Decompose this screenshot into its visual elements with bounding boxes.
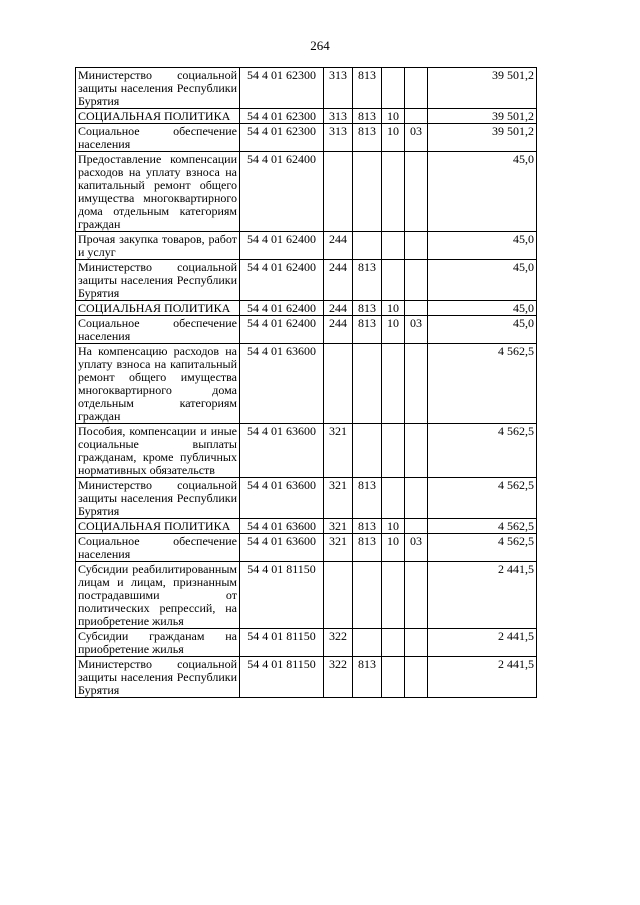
row-sum-cell: 2 441,5 xyxy=(428,657,537,698)
row-expense-type-cell: 313 xyxy=(324,109,353,124)
row-section-cell: 10 xyxy=(382,519,405,534)
table-row xyxy=(76,232,537,260)
row-name-cell: Министерство социальной защиты населения Республики Бурятия xyxy=(76,657,240,698)
row-sum-cell: 4 562,5 xyxy=(428,424,537,478)
row-section-cell: 10 xyxy=(382,301,405,316)
row-subsection-cell xyxy=(405,68,428,109)
row-name-cell: Пособия, компенсации и иные социальные выплаты гражданам, кроме публичных нормативных обязательств xyxy=(76,424,240,478)
row-ministry-code-cell: 813 xyxy=(353,478,382,519)
row-sum-cell: 4 562,5 xyxy=(428,344,537,424)
row-code-cell: 54 4 01 62400 xyxy=(240,152,324,232)
row-ministry-code-cell: 813 xyxy=(353,124,382,152)
row-sum-cell: 4 562,5 xyxy=(428,519,537,534)
row-subsection-cell xyxy=(405,478,428,519)
row-ministry-code-cell: 813 xyxy=(353,68,382,109)
row-section-cell xyxy=(382,562,405,629)
row-section-cell xyxy=(382,657,405,698)
table-row xyxy=(76,68,537,109)
table-row xyxy=(76,152,537,232)
row-code-cell: 54 4 01 63600 xyxy=(240,534,324,562)
row-code-cell: 54 4 01 81150 xyxy=(240,657,324,698)
row-code-cell: 54 4 01 62300 xyxy=(240,124,324,152)
row-section-cell: 10 xyxy=(382,534,405,562)
row-name-cell: Министерство социальной защиты населения Республики Бурятия xyxy=(76,260,240,301)
row-code-cell: 54 4 01 62400 xyxy=(240,301,324,316)
row-section-cell: 10 xyxy=(382,109,405,124)
table-row xyxy=(76,478,537,519)
row-subsection-cell xyxy=(405,562,428,629)
row-code-cell: 54 4 01 62300 xyxy=(240,109,324,124)
row-expense-type-cell: 313 xyxy=(324,124,353,152)
row-name-cell: Социальное обеспечение населения xyxy=(76,534,240,562)
row-ministry-code-cell xyxy=(353,562,382,629)
row-sum-cell: 39 501,2 xyxy=(428,124,537,152)
page-number: 264 xyxy=(310,38,330,53)
table-row xyxy=(76,657,537,698)
row-ministry-code-cell xyxy=(353,152,382,232)
table-row xyxy=(76,260,537,301)
row-ministry-code-cell xyxy=(353,232,382,260)
row-sum-cell: 2 441,5 xyxy=(428,629,537,657)
table-row xyxy=(76,109,537,124)
row-ministry-code-cell xyxy=(353,629,382,657)
row-subsection-cell: 03 xyxy=(405,316,428,344)
row-name-cell: Министерство социальной защиты населения Республики Бурятия xyxy=(76,68,240,109)
row-sum-cell: 45,0 xyxy=(428,260,537,301)
row-sum-cell: 45,0 xyxy=(428,301,537,316)
row-expense-type-cell xyxy=(324,152,353,232)
row-name-cell: Социальное обеспечение населения xyxy=(76,316,240,344)
row-name-cell: СОЦИАЛЬНАЯ ПОЛИТИКА xyxy=(76,519,240,534)
table-row xyxy=(76,316,537,344)
row-code-cell: 54 4 01 62400 xyxy=(240,232,324,260)
row-section-cell xyxy=(382,424,405,478)
row-subsection-cell xyxy=(405,424,428,478)
row-expense-type-cell: 322 xyxy=(324,657,353,698)
row-section-cell: 10 xyxy=(382,316,405,344)
row-name-cell: На компенсацию расходов на уплату взноса на капитальный ремонт общего имущества многоквартирного дома отдельным категориям граждан xyxy=(76,344,240,424)
table-row xyxy=(76,124,537,152)
row-name-cell: Субсидии реабилитированным лицам и лицам, признанным пострадавшими от политических репрессий, на приобретение жилья xyxy=(76,562,240,629)
row-expense-type-cell: 244 xyxy=(324,260,353,301)
row-subsection-cell xyxy=(405,109,428,124)
row-ministry-code-cell: 813 xyxy=(353,519,382,534)
row-expense-type-cell: 244 xyxy=(324,301,353,316)
row-sum-cell: 4 562,5 xyxy=(428,534,537,562)
row-section-cell xyxy=(382,478,405,519)
row-subsection-cell: 03 xyxy=(405,534,428,562)
row-code-cell: 54 4 01 62400 xyxy=(240,316,324,344)
row-section-cell: 10 xyxy=(382,124,405,152)
row-expense-type-cell: 244 xyxy=(324,316,353,344)
row-section-cell xyxy=(382,232,405,260)
row-expense-type-cell: 321 xyxy=(324,534,353,562)
row-section-cell xyxy=(382,629,405,657)
row-name-cell: Министерство социальной защиты населения Республики Бурятия xyxy=(76,478,240,519)
row-name-cell: СОЦИАЛЬНАЯ ПОЛИТИКА xyxy=(76,109,240,124)
row-code-cell: 54 4 01 62300 xyxy=(240,68,324,109)
row-name-cell: СОЦИАЛЬНАЯ ПОЛИТИКА xyxy=(76,301,240,316)
row-subsection-cell xyxy=(405,232,428,260)
row-ministry-code-cell: 813 xyxy=(353,109,382,124)
row-subsection-cell xyxy=(405,152,428,232)
row-subsection-cell xyxy=(405,301,428,316)
row-subsection-cell xyxy=(405,260,428,301)
row-section-cell xyxy=(382,260,405,301)
row-subsection-cell xyxy=(405,344,428,424)
table-row xyxy=(76,629,537,657)
row-expense-type-cell: 244 xyxy=(324,232,353,260)
row-ministry-code-cell: 813 xyxy=(353,534,382,562)
table-row xyxy=(76,534,537,562)
table-row xyxy=(76,424,537,478)
row-expense-type-cell: 321 xyxy=(324,478,353,519)
row-subsection-cell: 03 xyxy=(405,124,428,152)
row-expense-type-cell: 321 xyxy=(324,424,353,478)
row-sum-cell: 45,0 xyxy=(428,316,537,344)
row-code-cell: 54 4 01 63600 xyxy=(240,424,324,478)
row-code-cell: 54 4 01 63600 xyxy=(240,478,324,519)
row-code-cell: 54 4 01 62400 xyxy=(240,260,324,301)
row-name-cell: Субсидии гражданам на приобретение жилья xyxy=(76,629,240,657)
row-name-cell: Социальное обеспечение населения xyxy=(76,124,240,152)
budget-table-body xyxy=(76,68,537,698)
row-ministry-code-cell: 813 xyxy=(353,301,382,316)
row-expense-type-cell xyxy=(324,562,353,629)
row-code-cell: 54 4 01 63600 xyxy=(240,519,324,534)
row-sum-cell: 39 501,2 xyxy=(428,68,537,109)
row-sum-cell: 45,0 xyxy=(428,232,537,260)
row-name-cell: Предоставление компенсации расходов на уплату взноса на капитальный ремонт общего имущества многоквартирного дома отдельным категориям граждан xyxy=(76,152,240,232)
table-row xyxy=(76,519,537,534)
row-expense-type-cell xyxy=(324,344,353,424)
budget-table xyxy=(75,67,537,698)
row-code-cell: 54 4 01 63600 xyxy=(240,344,324,424)
row-expense-type-cell: 313 xyxy=(324,68,353,109)
row-code-cell: 54 4 01 81150 xyxy=(240,629,324,657)
table-row xyxy=(76,344,537,424)
row-expense-type-cell: 321 xyxy=(324,519,353,534)
row-expense-type-cell: 322 xyxy=(324,629,353,657)
row-subsection-cell xyxy=(405,629,428,657)
row-ministry-code-cell xyxy=(353,344,382,424)
row-sum-cell: 2 441,5 xyxy=(428,562,537,629)
row-code-cell: 54 4 01 81150 xyxy=(240,562,324,629)
row-section-cell xyxy=(382,152,405,232)
row-section-cell xyxy=(382,68,405,109)
row-ministry-code-cell: 813 xyxy=(353,316,382,344)
row-ministry-code-cell: 813 xyxy=(353,657,382,698)
row-sum-cell: 45,0 xyxy=(428,152,537,232)
table-row xyxy=(76,562,537,629)
row-ministry-code-cell xyxy=(353,424,382,478)
row-name-cell: Прочая закупка товаров, работ и услуг xyxy=(76,232,240,260)
row-ministry-code-cell: 813 xyxy=(353,260,382,301)
table-row xyxy=(76,301,537,316)
row-subsection-cell xyxy=(405,657,428,698)
row-subsection-cell xyxy=(405,519,428,534)
row-sum-cell: 4 562,5 xyxy=(428,478,537,519)
row-sum-cell: 39 501,2 xyxy=(428,109,537,124)
row-section-cell xyxy=(382,344,405,424)
